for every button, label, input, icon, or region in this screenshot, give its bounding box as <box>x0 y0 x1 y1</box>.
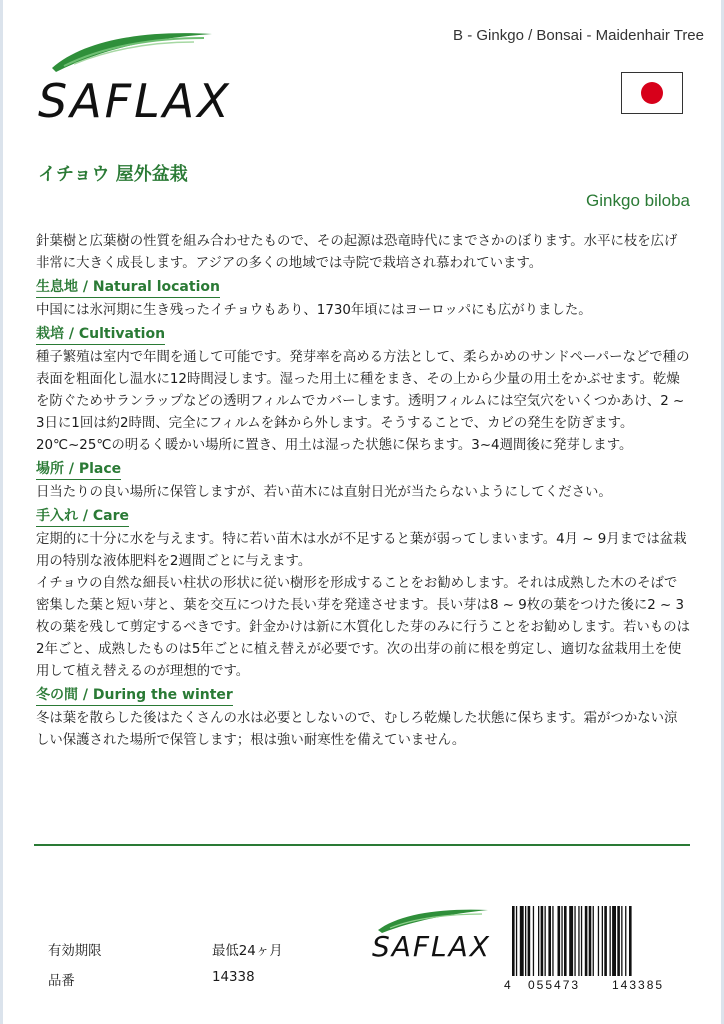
barcode-digit-prefix: 4 <box>504 978 511 992</box>
section-heading-cultivation: 栽培 / Cultivation <box>36 325 165 345</box>
section-heading-natural-location: 生息地 / Natural location <box>36 278 220 298</box>
saflax-logo-small <box>370 906 500 976</box>
section-heading-winter: 冬の間 / During the winter <box>36 686 233 706</box>
barcode-digits-left: 055473 <box>528 978 581 992</box>
section-body-winter: 冬は葉を散らした後はたくさんの水は必要としないので、むしろ乾燥した状態に保ちます。霜がつかない涼しい保護された場所で保管します；根は強い耐寒性を備えていません。 <box>36 711 678 748</box>
section-body-natural-location: 中国には氷河期に生き残ったイチョウもあり、1730年頃にはヨーロッパにも広がりました。 <box>36 303 592 318</box>
section-body-care-2: イチョウの自然な細長い柱状の形状に従い樹形を形成することをお勧めします。それは成熟した木のそばで密集した葉と短い芽と、葉を交互につけた長い芽を発達させます。長い芽は8 ~ 9枚の葉をつけた後に2 ~ 3枚の葉を残して剪定するべきです。針金かけは新に木質化した芽のみに行うことをお勧めします。若いものは2年ごと、成熟したものは5年ごとに植え替えが必要です。次の出芽の前に根を剪定し、適切な盆栽用土を使用して植え替えるのが理想的です。 <box>36 576 690 679</box>
barcode-bars <box>508 906 690 978</box>
section-heading-care: 手入れ / Care <box>36 507 129 527</box>
footer-divider <box>34 844 690 846</box>
expiry-value: 最低24ヶ月 <box>212 944 283 959</box>
item-number-value: 14338 <box>212 970 255 985</box>
section-heading-place: 場所 / Place <box>36 460 121 480</box>
expiry-label: 有効期限 <box>48 944 102 959</box>
section-body-care: 定期的に十分に水を与えます。特に若い苗木は水が不足すると葉が弱ってしまいます。4月 ~ 9月までは盆栽用の特別な液体肥料を2週間ごとに与えます。 <box>36 532 687 569</box>
description <box>36 231 690 752</box>
header-title: B - Ginkgo / Bonsai - Maidenhair Tree <box>453 27 704 44</box>
section-body-place: 日当たりの良い場所に保管しますが、若い苗木には直射日光が当たらないようにしてください。 <box>36 485 612 500</box>
product-name: イチョウ 屋外盆栽 <box>38 164 188 185</box>
latin-name: Ginkgo biloba <box>586 191 690 210</box>
left-border <box>0 0 3 1024</box>
japan-flag-icon <box>621 72 683 114</box>
intro-text: 針葉樹と広葉樹の性質を組み合わせたもので、その起源は恐竜時代にまでさかのぼります。水平に枝を広げ非常に大きく成長します。アジアの多くの地域では寺院で栽培され慕われています。 <box>36 234 678 271</box>
logo-wordmark: SAFLAX <box>38 74 232 128</box>
barcode-icon <box>504 906 690 996</box>
section-body-cultivation: 種子繁殖は室内で年間を通して可能です。発芽率を高める方法として、柔らかめのサンドペーパーなどで種の表面を粗面化し温水に12時間浸します。湿った用土に種をまき、その上から少量の用土をかぶせます。乾燥を防ぐためサランラップなどの透明フィルムでカバーします。透明フィルムには空気穴をいくつかあけ、2 ~ 3日に1回は約2時間、完全にフィルムを鉢から外します。そうすることで、カビの発生を防ぎます。20℃~25℃の明るく暖かい場所に置き、用土は湿った状態に保ちます。3~4週間後に発芽します。 <box>36 350 690 453</box>
item-number-label: 品番 <box>48 974 75 989</box>
logo-wordmark-small: SAFLAX <box>372 930 491 963</box>
saflax-logo <box>34 26 234 126</box>
flag-sun <box>641 82 663 104</box>
barcode-digits-right: 143385 <box>612 978 665 992</box>
